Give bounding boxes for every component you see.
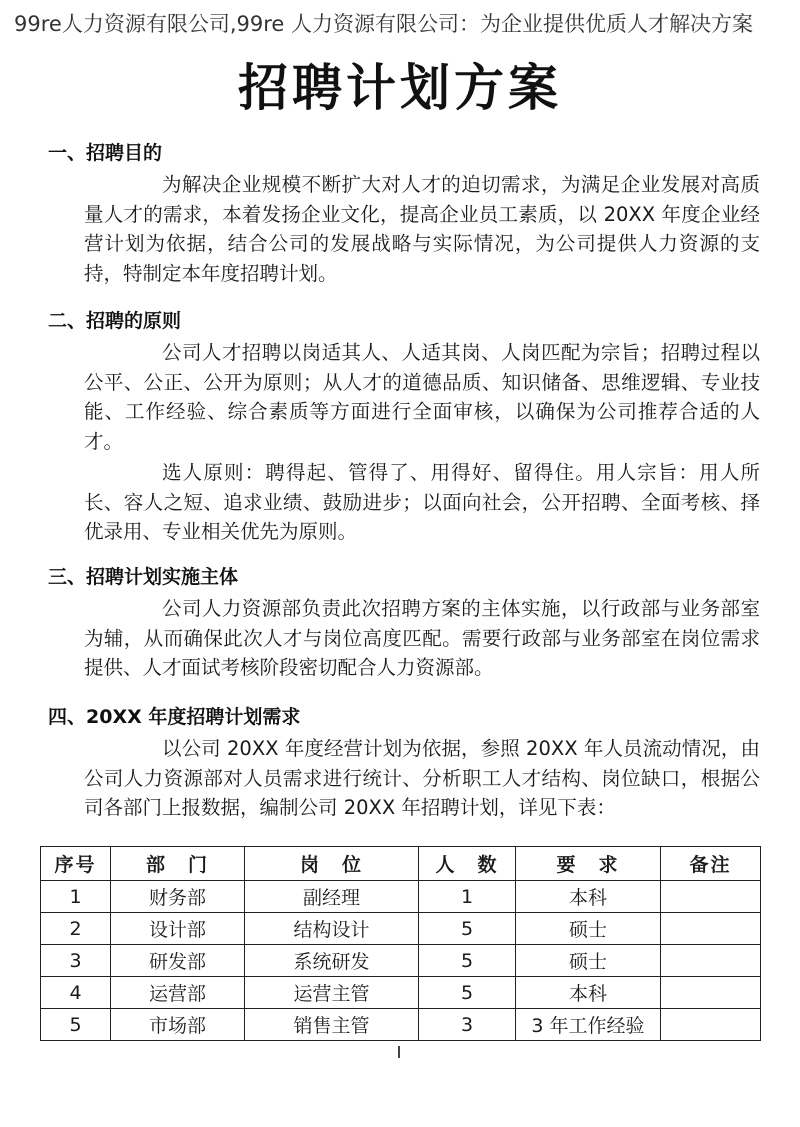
cell-serial: 4 (41, 977, 111, 1009)
section-heading: 三、招聘计划实施主体 (48, 566, 239, 588)
page-break-mark (398, 1046, 400, 1058)
cell-department: 市场部 (111, 1009, 245, 1041)
cell-requirement: 本科 (516, 881, 661, 913)
cell-remarks (661, 881, 761, 913)
table-row (41, 945, 761, 977)
document-title: 招聘计划方案 (238, 59, 562, 117)
header-serial: 序号 (41, 847, 111, 881)
cell-headcount: 5 (419, 945, 516, 977)
cell-position: 销售主管 (245, 1009, 419, 1041)
section-annual-plan-demand (48, 702, 760, 823)
cell-serial: 5 (41, 1009, 111, 1041)
recruitment-plan-table (40, 846, 761, 1041)
section-paragraph: 公司人才招聘以岗适其人、人适其岗、人岗匹配为宗旨；招聘过程以公平、公正、公开为原则；从人才的道德品质、知识储备、思维逻辑、专业技能、工作经验、综合素质等方面进行全面审核，以确保为公司推荐合适的人才。 (84, 341, 760, 453)
table-row (41, 881, 761, 913)
header-requirement: 要 求 (516, 847, 661, 881)
cell-requirement: 硕士 (516, 945, 661, 977)
header-headcount: 人 数 (419, 847, 516, 881)
cell-serial: 2 (41, 913, 111, 945)
cell-department: 财务部 (111, 881, 245, 913)
cell-serial: 1 (41, 881, 111, 913)
cell-department: 研发部 (111, 945, 245, 977)
cell-requirement: 3 年工作经验 (516, 1009, 661, 1041)
cell-headcount: 5 (419, 977, 516, 1009)
section-heading: 四、20XX 年度招聘计划需求 (48, 706, 301, 728)
section-recruitment-principles (48, 306, 760, 547)
cell-requirement: 硕士 (516, 913, 661, 945)
cell-remarks (661, 977, 761, 1009)
cell-position: 结构设计 (245, 913, 419, 945)
cell-headcount: 5 (419, 913, 516, 945)
cell-remarks (661, 1009, 761, 1041)
cell-remarks (661, 945, 761, 977)
section-heading: 一、招聘目的 (48, 142, 163, 164)
cell-position: 系统研发 (245, 945, 419, 977)
cell-department: 设计部 (111, 913, 245, 945)
cell-headcount: 1 (419, 881, 516, 913)
cell-remarks (661, 913, 761, 945)
cell-headcount: 3 (419, 1009, 516, 1041)
section-paragraph: 以公司 20XX 年度经营计划为依据，参照 20XX 年人员流动情况，由公司人力资源部对人员需求进行统计、分析职工人才结构、岗位缺口，根据公司各部门上报数据，编制公司 20XX 年招聘计划，详见下表： (84, 737, 760, 819)
section-implementation-body (48, 562, 760, 683)
header-remarks: 备注 (661, 847, 761, 881)
section-paragraph: 选人原则：聘得起、管得了、用得好、留得住。用人宗旨：用人所长、容人之短、追求业绩、鼓励进步；以面向社会，公开招聘、全面考核、择优录用、专业相关优先为原则。 (84, 461, 760, 543)
table-row (41, 1009, 761, 1041)
section-heading: 二、招聘的原则 (48, 310, 182, 332)
header-position: 岗 位 (245, 847, 419, 881)
table-header-row (41, 847, 761, 881)
page-header-caption: 99re人力资源有限公司,99re 人力资源有限公司：为企业提供优质人才解决方案 (14, 12, 753, 36)
table-row (41, 913, 761, 945)
cell-department: 运营部 (111, 977, 245, 1009)
section-paragraph: 公司人力资源部负责此次招聘方案的主体实施，以行政部与业务部室为辅，从而确保此次人才与岗位高度匹配。需要行政部与业务部室在岗位需求提供、人才面试考核阶段密切配合人力资源部。 (84, 597, 760, 679)
cell-position: 运营主管 (245, 977, 419, 1009)
section-paragraph: 为解决企业规模不断扩大对人才的迫切需求，为满足企业发展对高质量人才的需求，本着发扬企业文化，提高企业员工素质，以 20XX 年度企业经营计划为依据，结合公司的发展战略与实际情况，为公司提供人力资源的支持，特制定本年度招聘计划。 (84, 173, 760, 285)
cell-position: 副经理 (245, 881, 419, 913)
table-row (41, 977, 761, 1009)
cell-serial: 3 (41, 945, 111, 977)
recruitment-plan-table-wrapper (40, 846, 760, 1041)
cell-requirement: 本科 (516, 977, 661, 1009)
section-recruitment-purpose (48, 138, 760, 288)
header-department: 部 门 (111, 847, 245, 881)
